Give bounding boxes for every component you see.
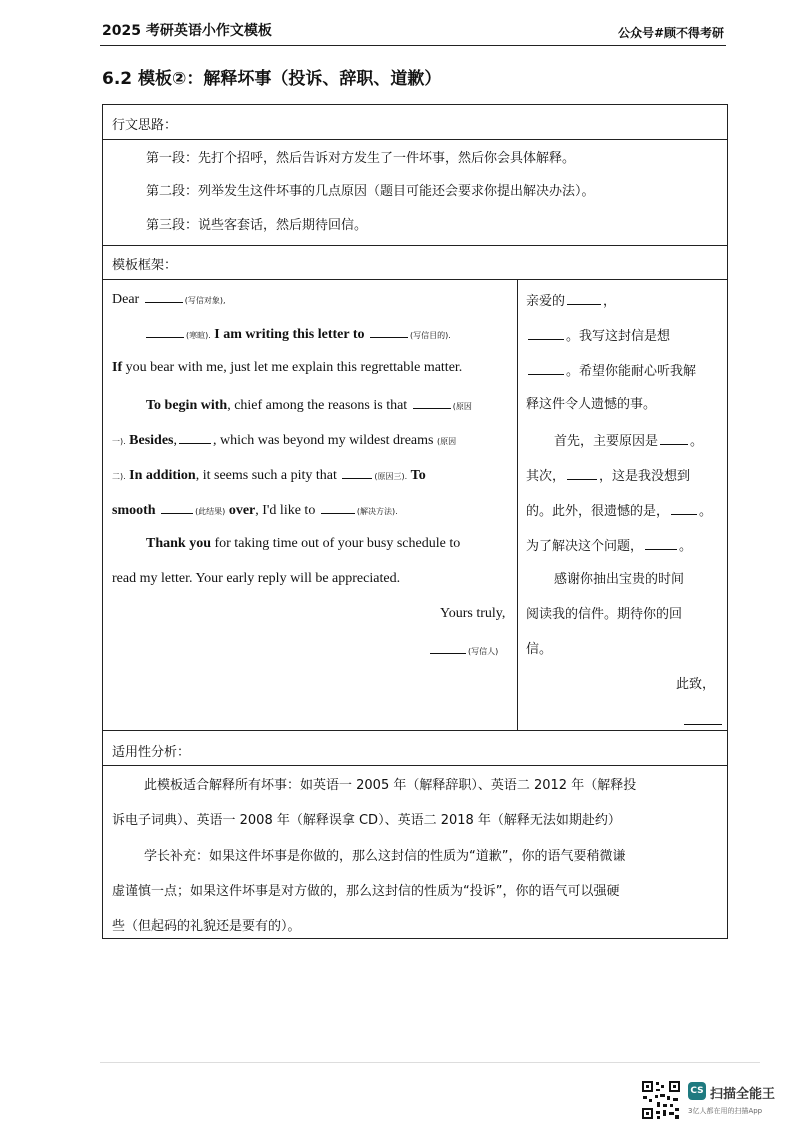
thank-text: for taking time out of your busy schedule to [210,536,461,551]
fill-blank [660,432,688,445]
reason-note: (原因 [436,437,457,446]
purpose-note: (写信目的). [410,331,451,340]
en-line-dear [112,290,226,309]
smooth-word: smooth [112,503,156,518]
thank-phrase: Thank you [146,536,211,551]
fill-blank [645,537,677,550]
en-line-read: read my letter. Your early reply will be appreciated. [112,571,401,586]
header-account: 公众号#顾不得考研 [617,26,724,40]
en-signature [428,641,498,660]
begin-phrase: To begin with [146,398,228,413]
applicability-p1-line2: 诉电子词典）、英语一 2008 年（解释误拿 CD）、英语二 2018 年（解释无法如期赴约） [112,813,621,828]
table-divider [102,730,728,731]
besides-text: , which was beyond my wildest dreams [213,433,434,448]
qr-code-icon [641,1080,681,1120]
over-word: over [228,503,256,518]
camscanner-logo: CS [688,1082,706,1100]
en-line-besides: 一). Besides, , which was beyond my wildest dreams (原因 [112,433,457,448]
fill-blank [321,501,355,514]
besides-word: Besides [129,433,174,448]
header-divider [100,45,726,46]
cn-line-3 [526,362,696,380]
fill-blank [528,327,564,340]
like-text: , I'd like to [255,503,316,518]
approach-paragraph-3: 第三段：说些客套话，然后期待回信。 [146,218,368,233]
cn-punct: 。 [679,539,693,554]
cn-line-9: 感谢你抽出宝贵的时间 [554,572,685,587]
column-divider [517,279,518,730]
pity-text: , it seems such a pity that [195,468,337,483]
cn-salutation: 亲爱的 [526,294,566,309]
table-divider [102,245,728,246]
footer-divider [100,1062,760,1063]
cn-punct: 。 [699,504,713,519]
solution-note: (解决方法). [356,507,398,516]
applicability-label: 适用性分析： [112,745,191,760]
cn-patience-text: 。希望你能耐心听我解 [566,364,697,379]
en-line-begin [146,396,472,415]
writer-note: (写信人) [468,647,499,656]
cn-line-11: 信。 [526,642,553,657]
en-closing: Yours truly, [440,606,506,621]
fill-blank [567,292,601,305]
explain-text: you bear with me, just let me explain this regrettable matter. [122,360,463,375]
approach-paragraph-1: 第一段：先打个招呼，然后告诉对方发生了一件坏事，然后你会具体解释。 [146,151,576,166]
fill-blank [146,325,184,338]
applicability-p2-line1: 学长补充：如果这件坏事是你做的，那么这封信的性质为“道歉”，你的语气要稍微谦 [144,849,626,864]
en-line-addition [112,466,426,485]
approach-label: 行文思路： [112,118,178,133]
reason-note: (原因 [452,402,472,411]
framework-label: 模板框架： [112,258,178,273]
cn-reason-text: 首先，主要原因是 [554,434,659,449]
fill-blank [413,396,451,409]
applicability-p2-line3: 些（但起码的礼貌还是要有的）。 [112,919,301,934]
fill-blank [567,467,597,480]
cn-line-4: 释这件令人遗憾的事。 [526,397,657,412]
fill-blank [528,362,564,375]
table-divider [102,279,728,280]
cn-pity-text: 的。此外，很遗憾的是， [526,504,670,519]
cn-line-2 [526,327,670,345]
en-line-bear-with-me [112,360,462,377]
fill-blank [342,466,372,479]
cn-line-10: 阅读我的信件。期待你的回 [526,607,683,622]
greeting-note: (寒暄). [186,331,211,340]
cn-punct: ， [603,294,617,309]
en-line-thank [146,536,460,553]
cn-signature-blank [684,712,722,725]
camscanner-tagline: 3亿人都在用的扫描App [688,1107,763,1115]
approach-paragraph-2: 第二段：列举发生这件坏事的几点原因（题目可能还会要求你提出解决办法）。 [146,184,595,199]
cn-purpose-text: 。我写这封信是想 [566,329,671,344]
dear-word: Dear [112,292,140,307]
fill-blank [161,501,193,514]
table-divider [102,139,728,140]
applicability-p1-line1: 此模板适合解释所有坏事：如英语一 2005 年（解释辞职）、英语二 2012 年（解释投 [144,778,637,793]
fill-blank [145,290,183,303]
cn-closing: 此致， [676,677,716,692]
cn-line-5 [554,432,703,450]
cn-line-7 [526,502,712,520]
fill-blank [430,641,466,654]
cn-second-text: 其次， [526,469,566,484]
section-title: 6.2 模板②：解释坏事（投诉、辞职、道歉） [102,69,442,89]
cn-solve-text: 为了解决这个问题， [526,539,644,554]
cn-line-6 [526,467,690,485]
reason-intro: , chief among the reasons is that [227,398,408,413]
reason-note: (原因三). [374,472,408,481]
fill-blank [370,325,408,338]
addition-phrase: In addition [129,468,196,483]
applicability-p2-line2: 虚谨慎一点；如果这件坏事是对方做的，那么这封信的性质为“投诉”，你的语气可以强硬 [112,884,620,899]
to-word: To [410,468,426,483]
result-note: (此结果) [195,507,226,516]
cn-line-8 [526,537,692,555]
fill-blank [179,431,211,444]
cn-punct: 。 [690,434,704,449]
fill-blank [671,502,697,515]
if-word: If [112,360,123,375]
en-line-smooth [112,501,398,520]
writing-phrase: I am writing this letter to [214,327,365,342]
cn-line-1 [526,292,616,310]
reason-note: 二). [112,472,126,481]
en-line-greeting [144,325,451,344]
reason-note: 一). [112,437,126,446]
camscanner-brand: 扫描全能王 [710,1087,776,1102]
cn-unexpected-text: ，这是我没想到 [599,469,691,484]
header-title: 2025 考研英语小作文模板 [102,23,272,39]
table-divider [102,765,728,766]
recipient-note: (写信对象), [184,296,226,305]
